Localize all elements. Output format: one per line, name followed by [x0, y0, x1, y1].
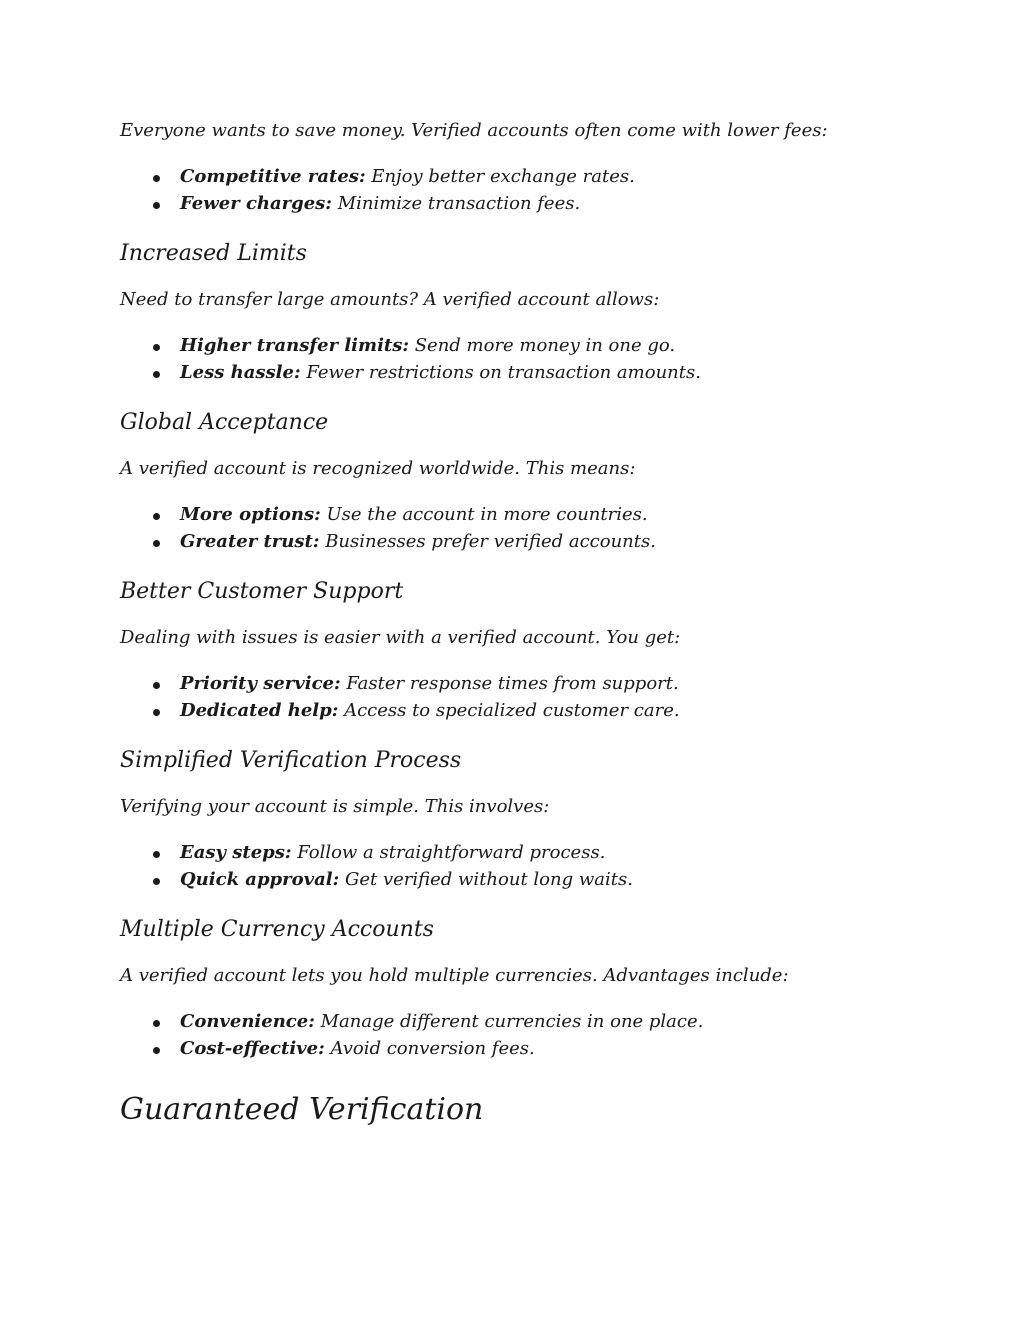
list-item: [120, 529, 920, 556]
section-increased-limits: [120, 239, 920, 386]
list-item-term: Greater trust:: [180, 530, 320, 552]
list-item-term: Less hassle:: [180, 361, 301, 383]
section-heading: Better Customer Support: [120, 579, 404, 604]
section-global-acceptance: [120, 408, 920, 555]
section-heading: Global Acceptance: [120, 410, 329, 435]
list-item-term: Higher transfer limits:: [180, 335, 409, 356]
bullet-icon: [153, 1020, 160, 1027]
list-item-text: Minimize transaction fees.: [331, 192, 581, 214]
list-item-term: Fewer charges:: [180, 192, 332, 214]
bullet-icon: [153, 878, 160, 885]
list-item-text: Fewer restrictions on transaction amounts.: [300, 361, 701, 383]
list-item-term: Priority service:: [180, 673, 341, 694]
bullet-icon: [153, 540, 160, 547]
list-item-text: Access to specialized customer care.: [338, 699, 680, 721]
list-item: [120, 164, 920, 191]
section-heading: Simplified Verification Process: [120, 748, 462, 773]
section-paragraph: A verified account lets you hold multiple currencies. Advantages include:: [120, 965, 789, 986]
bullet-icon: [153, 1047, 160, 1054]
section-paragraph: Verifying your account is simple. This involves:: [120, 796, 550, 817]
section-list: [120, 1009, 920, 1062]
list-item-term: More options:: [180, 504, 321, 525]
list-item-text: Manage different currencies in one place.: [314, 1011, 704, 1032]
section-paragraph: Need to transfer large amounts? A verified account allows:: [120, 289, 660, 310]
list-item-term: Convenience:: [180, 1011, 315, 1032]
bullet-icon: [153, 709, 160, 716]
document-page: [120, 117, 920, 1130]
list-item: [120, 360, 920, 387]
list-item-term: Competitive rates:: [180, 166, 366, 187]
section-list: [120, 840, 920, 893]
list-item-text: Send more money in one go.: [409, 335, 676, 356]
final-heading: Guaranteed Verification: [120, 1092, 484, 1127]
list-item-text: Enjoy better exchange rates.: [365, 166, 635, 187]
list-item-term: Cost-effective:: [180, 1037, 325, 1059]
list-item: [120, 698, 920, 725]
list-item-term: Quick approval:: [180, 868, 340, 890]
list-item: [120, 1009, 920, 1036]
section-multiple-currency: [120, 915, 920, 1062]
list-item: [120, 867, 920, 894]
list-item-text: Use the account in more countries.: [320, 504, 648, 525]
section-simplified-verification: [120, 746, 920, 893]
list-item-text: Follow a straightforward process.: [291, 842, 606, 863]
intro-list: [120, 164, 920, 217]
list-item: [120, 1036, 920, 1063]
bullet-icon: [153, 175, 160, 182]
intro-paragraph: Everyone wants to save money. Verified accounts often come with lower fees:: [120, 120, 828, 141]
bullet-icon: [153, 851, 160, 858]
list-item: [120, 671, 920, 698]
list-item-text: Get verified without long waits.: [339, 868, 633, 890]
section-list: [120, 502, 920, 555]
list-item: [120, 333, 920, 360]
section-paragraph: A verified account is recognized worldwide. This means:: [120, 458, 636, 479]
bullet-icon: [153, 371, 160, 378]
bullet-icon: [153, 682, 160, 689]
list-item-text: Faster response times from support.: [340, 673, 679, 694]
list-item-text: Businesses prefer verified accounts.: [319, 530, 656, 552]
bullet-icon: [153, 344, 160, 351]
section-heading: Increased Limits: [120, 241, 307, 266]
list-item-text: Avoid conversion fees.: [324, 1037, 535, 1059]
section-heading: Multiple Currency Accounts: [120, 917, 434, 942]
list-item: [120, 191, 920, 218]
bullet-icon: [153, 202, 160, 209]
list-item-term: Dedicated help:: [180, 699, 339, 721]
list-item-term: Easy steps:: [180, 842, 292, 863]
list-item: [120, 502, 920, 529]
section-list: [120, 333, 920, 386]
list-item: [120, 840, 920, 867]
section-better-customer-support: [120, 577, 920, 724]
section-paragraph: Dealing with issues is easier with a verified account. You get:: [120, 627, 681, 648]
section-list: [120, 671, 920, 724]
bullet-icon: [153, 513, 160, 520]
